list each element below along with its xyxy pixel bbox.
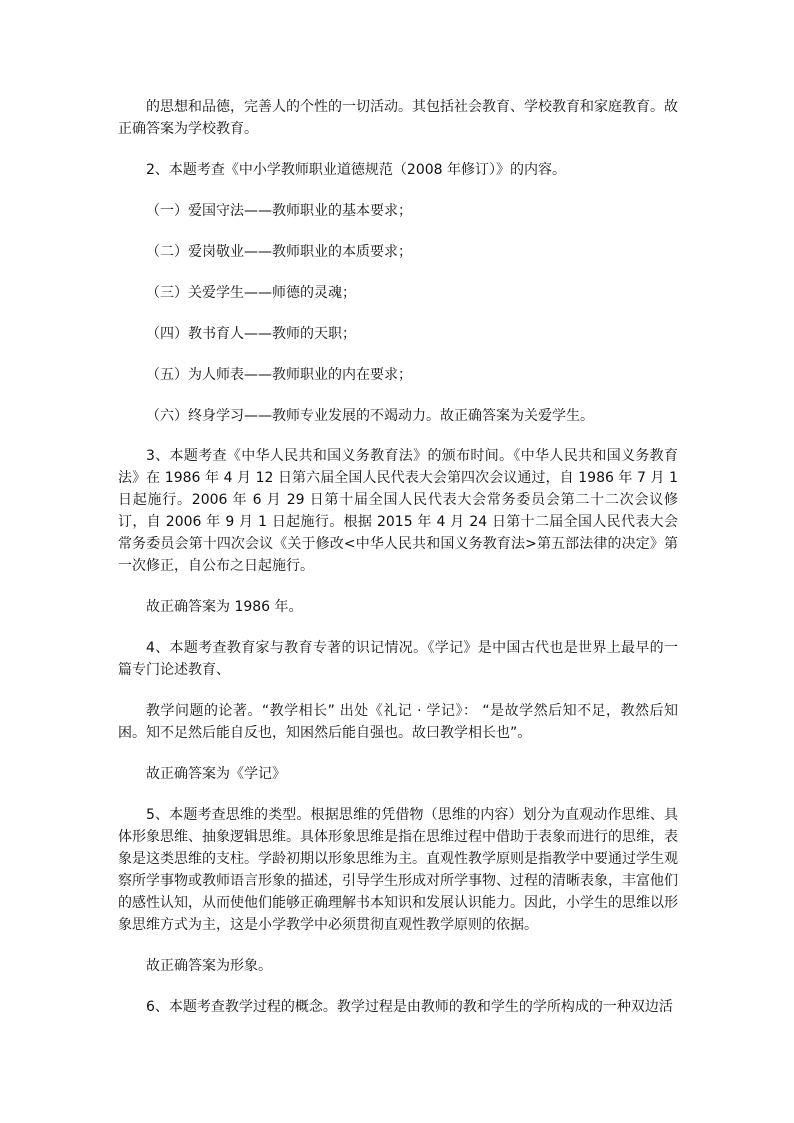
paragraph-answer-1-tail: 的思想和品德，完善人的个性的一切活动。其包括社会教育、学校教育和家庭教育。故正确答案为学校教育。 — [118, 99, 678, 137]
paragraph-answer-5: 故正确答案为形象。 — [146, 958, 272, 974]
list-item-5: （五）为人师表——教师职业的内在要求； — [146, 367, 412, 383]
paragraph-question-4-part-2: 教学问题的论著。“教学相长” 出处《礼记 · 学记》： “是故学然后知不足，教然后知困。知不足然后能自反也，知困然后能自强也。故曰教学相长也”。 — [118, 703, 678, 741]
paragraph-question-2-intro: 2、本题考查《中小学教师职业道德规范（2008 年修订）》的内容。 — [146, 162, 566, 178]
list-item-4: （四）教书育人——教师的天职； — [146, 326, 356, 342]
paragraph-question-5: 5、本题考查思维的类型。根据思维的凭借物（思维的内容）划分为直观动作思维、具体形象思维、抽象逻辑思维。具体形象思维是指在思维过程中借助于表象而进行的思维，表象是这类思维的支柱。学龄初期以形象思维为主。直观性教学原则是指教学中要通过学生观察所学事物或教师语言形象的描述，引导学生形成对所学事物、过程的清晰表象，丰富他们的感性认知，从而使他们能够正确理解书本知识和发展认识能力。因此，小学生的思维以形象思维方式为主，这是小学教学中必须贯彻直观性教学原则的依据。 — [118, 807, 678, 933]
paragraph-answer-4: 故正确答案为《学记》 — [146, 766, 286, 782]
list-item-6: （六）终身学习——教师专业发展的不竭动力。故正确答案为关爱学生。 — [146, 408, 594, 424]
paragraph-question-4-part-1: 4、本题考查教育家与教育专著的识记情况。《学记》是中国古代也是世界上最早的一篇专门论述教育、 — [118, 640, 678, 678]
paragraph-question-6: 6、本题考查教学过程的概念。教学过程是由教师的教和学生的学所构成的一种双边活 — [146, 999, 673, 1015]
list-item-2: （二）爱岗敬业——教师职业的本质要求； — [146, 244, 412, 260]
paragraph-answer-3: 故正确答案为 1986 年。 — [146, 599, 303, 615]
list-item-3: （三）关爱学生——师德的灵魂； — [146, 285, 356, 301]
document-page — [118, 96, 678, 1018]
paragraph-question-3: 3、本题考查《中华人民共和国义务教育法》的颁布时间。《中华人民共和国义务教育法》在 1986 年 4 月 12 日第六届全国人民代表大会第四次会议通过，自 1986 年 7 月 1 日起施行。2006 年 6 月 29 日第十届全国人民代表大会常务委员会第二十二次会议修订，自 2006 年 9 月 1 日起施行。根据 2015 年 4 月 24 日第十二届全国人民代表大会常务委员会第十四次会议《关于修改<中华人民共和国义务教育法>第五部法律的决定》第一次修正，自公布之日起施行。 — [118, 448, 678, 574]
list-item-1: （一）爱国守法——教师职业的基本要求； — [146, 203, 412, 219]
